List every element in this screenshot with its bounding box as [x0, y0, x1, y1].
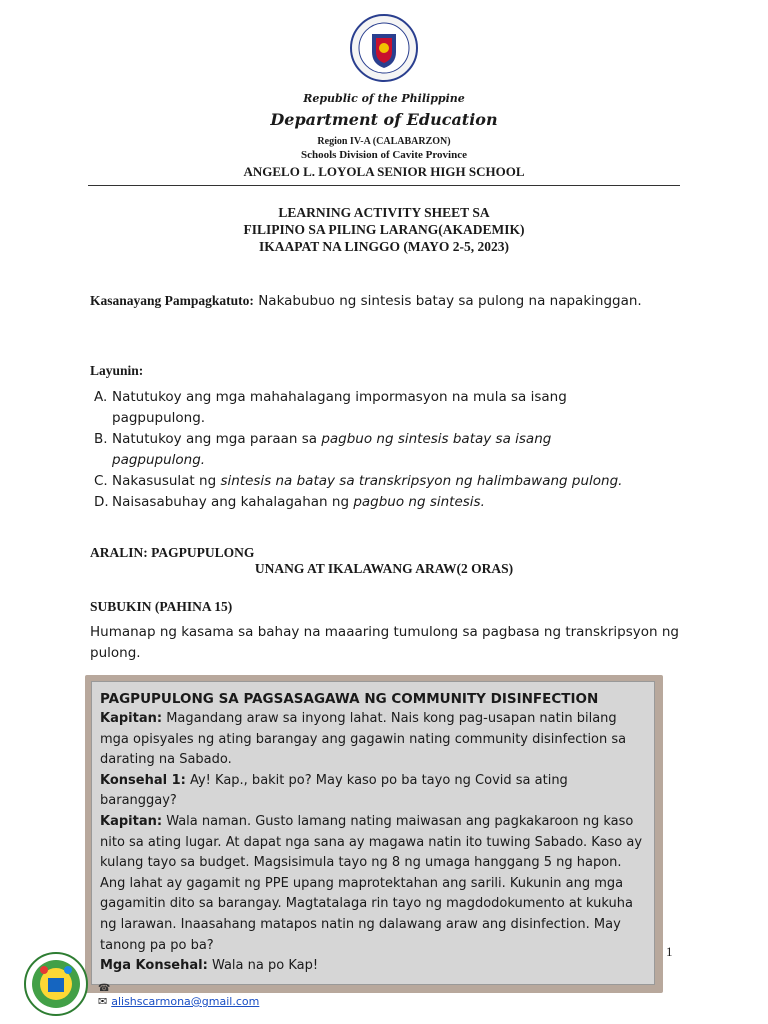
- sheet-title-line3: IKAAPAT NA LINGGO (MAYO 2-5, 2023): [258, 239, 509, 254]
- region-text: Region IV-A (CALABARZON): [317, 136, 451, 147]
- objective-letter: C.: [94, 473, 108, 489]
- objective-cont: pagpupulong.: [112, 452, 206, 468]
- objective-c: [94, 471, 694, 492]
- objective-text: Naisasabuhay ang kahalagahan ng: [112, 494, 354, 510]
- school-name: ANGELO L. LOYOLA SENIOR HIGH SCHOOL: [243, 164, 525, 179]
- objective-italic: pagbuo ng sintesis batay sa isang: [321, 431, 552, 447]
- subukin-heading: SUBUKIN (PAHINA 15): [90, 599, 233, 614]
- objective-cont: pagpupulong.: [112, 410, 206, 426]
- republic-text: Republic of the Philippine: [303, 92, 465, 105]
- dialogue-line: [100, 709, 644, 771]
- transcript-box: [91, 681, 655, 985]
- objective-a: [94, 387, 694, 429]
- objective-text: Natutukoy ang mga mahahalagang impormasyon na mula sa isang: [112, 389, 567, 405]
- speaker-name: Mga Konsehal:: [100, 958, 208, 974]
- instruction-text: Humanap ng kasama sa bahay na maaaring tumulong sa pagbasa ng transkripsyon ng pulong.: [90, 624, 679, 661]
- phone-line: [98, 983, 110, 994]
- objective-italic: sintesis na batay sa transkripsyon ng halimbawang pulong.: [220, 473, 623, 489]
- session-heading: UNANG AT IKALAWANG ARAW(2 ORAS): [254, 561, 514, 576]
- aralin-heading: ARALIN: PAGPUPULONG: [90, 545, 255, 560]
- kasanayan-label: Kasanayang Pampagkatuto:: [90, 293, 254, 308]
- objective-b: [94, 429, 694, 471]
- email-line: [98, 995, 259, 1008]
- kasanayan-paragraph: [90, 290, 690, 312]
- speaker-name: Kapitan:: [100, 711, 163, 726]
- transcript-title: PAGPUPULONG SA PAGSASAGAWA NG COMMUNITY DISINFECTION: [100, 691, 599, 707]
- phone-icon: ☎: [98, 983, 111, 994]
- mail-icon: ✉: [98, 995, 108, 1008]
- kasanayan-text: Nakabubuo ng sintesis batay sa pulong na napakinggan.: [253, 293, 642, 309]
- division-text: Schools Division of Cavite Province: [300, 149, 467, 161]
- objective-text: Natutukoy ang mga paraan sa: [112, 431, 322, 447]
- header-divider: [88, 185, 680, 186]
- dialogue-text: Magandang araw sa inyong lahat. Nais kong pag-usapan natin bilang mga opisyales ng ating barangay ang gagawin nating community disinfection sa darating na Sabado.: [100, 711, 627, 768]
- page-number: 1: [666, 944, 673, 959]
- department-title: Department of Education: [270, 110, 498, 129]
- dialogue-line: [100, 771, 644, 812]
- objective-text: Nakasusulat ng: [112, 473, 221, 489]
- objective-letter: D.: [94, 494, 109, 510]
- dialogue-line: [100, 956, 644, 977]
- speaker-name: Konsehal 1:: [100, 772, 186, 788]
- dialogue-text: Wala na po Kap!: [207, 958, 319, 974]
- dialogue-text: Wala naman. Gusto lamang nating maiwasan ang pagkakaroon ng kaso nito sa ating lugar. At dapat nga sana ay magawa natin ito tuwing Sabado. Kaso ay kulang tayo sa budget. Magsisimula tayo ng 8 ng umaga hanggang 5 ng hapon. Ang lahat ay gagamit ng PPE upang maprotektahan ang sarili. Kukunin ang mga gagamitin dito sa barangay. Magtatalaga rin tayo ng magdodokumento at kukuha ng larawan. Inaasahang matapos natin ng dalawang araw ang disinfection. May tanong pa po ba?: [100, 813, 643, 953]
- speaker-name: Kapitan:: [100, 813, 163, 829]
- school-logo-icon: [24, 952, 88, 1016]
- objective-letter: B.: [94, 431, 108, 447]
- objective-italic: pagbuo ng sintesis.: [353, 494, 485, 510]
- sheet-title-line1: LEARNING ACTIVITY SHEET SA: [278, 205, 490, 220]
- dialogue-line: [100, 812, 644, 956]
- layunin-label: Layunin:: [90, 363, 144, 378]
- dialogue-text: Ay! Kap., bakit po? May kaso po ba tayo ng Covid sa ating baranggay?: [100, 772, 568, 809]
- sheet-title-line2: FILIPINO SA PILING LARANG(AKADEMIK): [243, 222, 525, 237]
- deped-seal-icon: [350, 14, 418, 82]
- email-link[interactable]: alishscarmona@gmail.com: [111, 995, 260, 1008]
- objective-letter: A.: [94, 389, 108, 405]
- objective-d: [94, 492, 694, 513]
